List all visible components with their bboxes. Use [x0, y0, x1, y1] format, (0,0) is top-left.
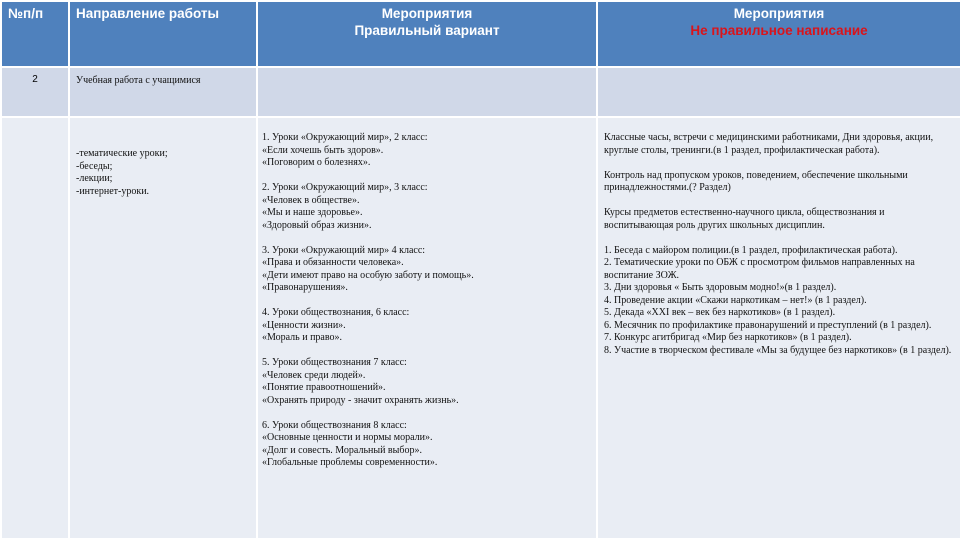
lesson-group — [262, 182, 588, 232]
list-item: «Если хочешь быть здоров». — [262, 144, 384, 156]
list-item: «Мораль и право». — [262, 332, 343, 343]
list-item: «Здоровый образ жизни». — [262, 219, 372, 231]
list-item: «Поговорим о болезнях». — [262, 157, 371, 168]
header-number: №п/п — [1, 1, 69, 67]
list-item: -интернет-уроки. — [76, 185, 150, 197]
row-number: 2 — [1, 67, 69, 117]
header-wrong-title: Мероприятия — [733, 6, 825, 21]
row-number-empty — [1, 117, 69, 539]
list-item: «Права и обязанности человека». — [262, 257, 404, 268]
list-item: 7. Конкурс агитбригад «Мир без наркотиков» (в 1 раздел). — [604, 332, 852, 343]
header-row — [1, 1, 960, 67]
paragraph: Классные часы, встречи с медицинскими работниками, Дни здоровья, акции, круглые столы, тренинги.(в 1 раздел, профилактическая работа). — [604, 132, 934, 156]
list-item: 3. Дни здоровья « Быть здоровым модно!»(в 1 раздел). — [604, 282, 837, 293]
list-item: 8. Участие в творческом фестивале «Мы за будущее без наркотиков» (в 1 раздел). — [604, 344, 952, 356]
list-item: «Мы и наше здоровье». — [262, 207, 363, 218]
row-correct-empty — [257, 67, 597, 117]
list-item: 5. Уроки обществознания 7 класс: — [262, 357, 407, 368]
table-row — [1, 117, 960, 539]
header-correct-subtitle: Правильный вариант — [354, 23, 500, 38]
correct-events — [257, 117, 597, 539]
row-direction: Учебная работа с учащимися — [69, 67, 257, 117]
list-item: 5. Декада «XXI век – век без наркотиков» (в 1 раздел). — [604, 307, 836, 318]
paragraph: Контроль над пропуском уроков, поведением, обеспечение школьными принадлежностями.(? Раздел) — [604, 169, 908, 193]
list-item: 4. Проведение акции «Скажи наркотикам – нет!» (в 1 раздел). — [604, 294, 867, 306]
list-item: 6. Месячник по профилактике правонарушений и преступлений (в 1 раздел). — [604, 319, 932, 331]
list-item: «Ценности жизни». — [262, 319, 346, 331]
numbered-list — [604, 245, 952, 358]
list-item: «Человек среди людей». — [262, 369, 366, 381]
list-item: -тематические уроки; — [76, 148, 168, 159]
list-item: 1. Беседа с майором полиции.(в 1 раздел, профилактическая работа). — [604, 244, 898, 256]
list-item: «Понятие правоотношений». — [262, 382, 386, 393]
lesson-group — [262, 357, 588, 407]
direction-list — [69, 117, 257, 539]
list-item: 4. Уроки обществознания, 6 класс: — [262, 307, 410, 318]
header-correct-title: Мероприятия — [381, 6, 473, 21]
list-item: 1. Уроки «Окружающий мир», 2 класс: — [262, 132, 428, 143]
list-item: 3. Уроки «Окружающий мир» 4 класс: — [262, 244, 426, 256]
list-item: 2. Уроки «Окружающий мир», 3 класс: — [262, 182, 428, 193]
list-item: «Основные ценности и нормы морали». — [262, 432, 433, 443]
paragraph: Курсы предметов естественно-научного цикла, обществознания и воспитывающая роль других школьных дисциплин. — [604, 207, 885, 231]
list-item: «Охранять природу - значит охранять жизнь». — [262, 394, 459, 406]
list-item: «Правонарушения». — [262, 282, 348, 293]
list-item: «Глобальные проблемы современности». — [262, 457, 438, 468]
lesson-group — [262, 307, 588, 345]
header-wrong — [597, 1, 960, 67]
list-item: -лекции; — [76, 173, 113, 184]
list-item: -беседы; — [76, 160, 113, 172]
list-item: «Дети имеют право на особую заботу и помощь». — [262, 269, 474, 281]
header-correct — [257, 1, 597, 67]
row-wrong-empty — [597, 67, 960, 117]
header-wrong-subtitle: Не правильное написание — [690, 23, 868, 38]
lesson-group — [262, 245, 588, 295]
lesson-group — [262, 132, 588, 170]
table-row — [1, 67, 960, 117]
list-item: 2. Тематические уроки по ОБЖ с просмотром фильмов направленных на воспитание ЗОЖ. — [604, 257, 915, 281]
list-item: 6. Уроки обществознания 8 класс: — [262, 419, 407, 431]
header-direction: Направление работы — [69, 1, 257, 67]
wrong-events — [597, 117, 960, 539]
list-item: «Человек в обществе». — [262, 194, 360, 206]
list-item: «Долг и совесть. Моральный выбор». — [262, 444, 422, 456]
lesson-group — [262, 420, 588, 470]
